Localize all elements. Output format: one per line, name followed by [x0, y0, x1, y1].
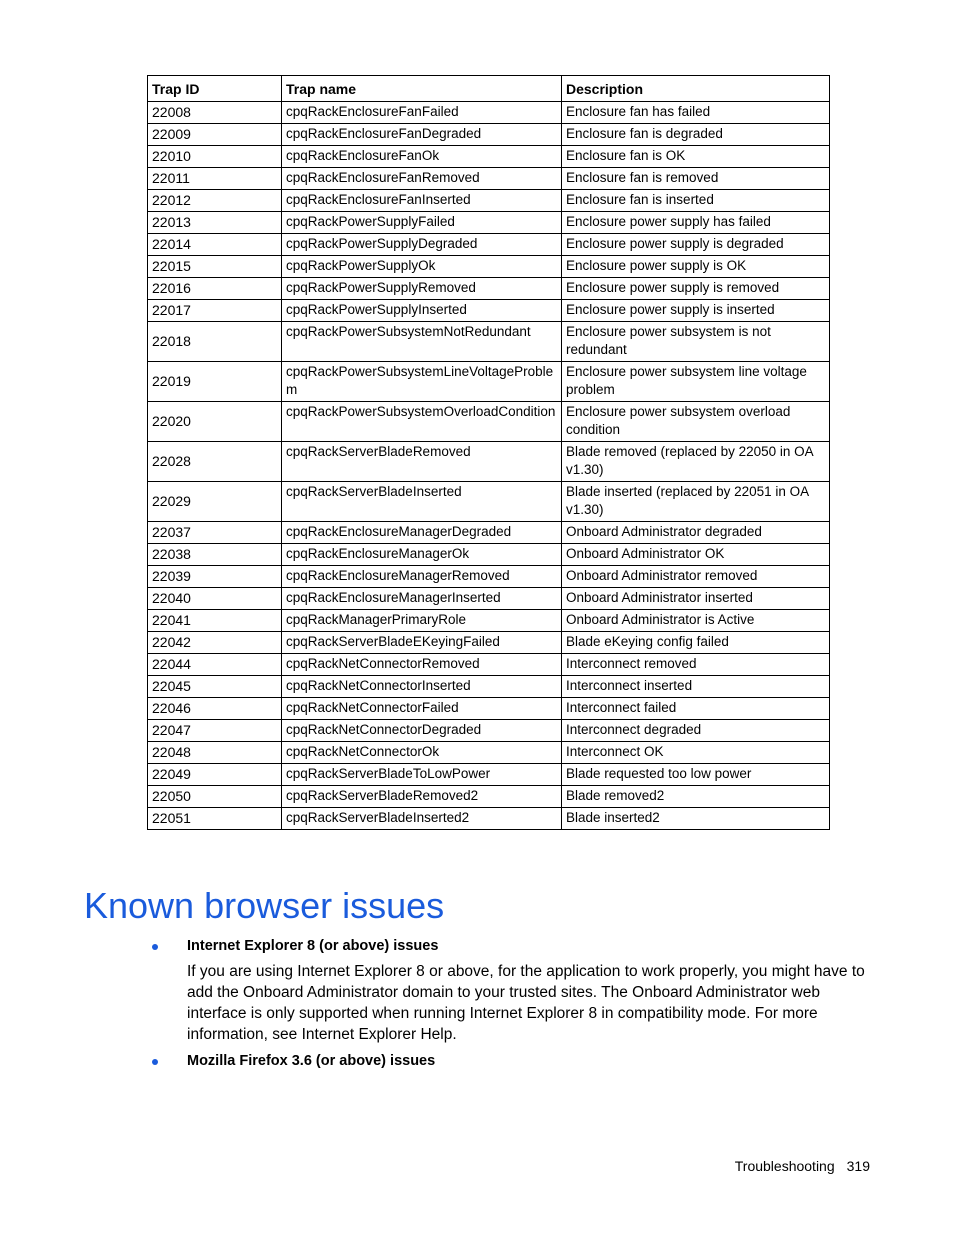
trap-id-cell: 22014: [148, 234, 282, 256]
description-cell: Blade requested too low power: [562, 764, 830, 786]
trap-id-cell: 22029: [148, 482, 282, 522]
table-row: [148, 742, 830, 764]
table-body: [148, 102, 830, 830]
table-row: [148, 168, 830, 190]
description-cell: Onboard Administrator inserted: [562, 588, 830, 610]
table-row: [148, 300, 830, 322]
description-cell: Enclosure power supply is removed: [562, 278, 830, 300]
trap-name-cell: cpqRackServerBladeInserted: [282, 482, 562, 522]
trap-name-cell: cpqRackEnclosureFanDegraded: [282, 124, 562, 146]
table-row: [148, 278, 830, 300]
trap-id-cell: 22009: [148, 124, 282, 146]
page-footer: [735, 1158, 870, 1174]
description-cell: Enclosure fan is OK: [562, 146, 830, 168]
table-row: [148, 442, 830, 482]
trap-name-cell: cpqRackPowerSubsystemLineVoltageProblem: [282, 362, 562, 402]
trap-name-cell: cpqRackNetConnectorOk: [282, 742, 562, 764]
description-cell: Enclosure fan has failed: [562, 102, 830, 124]
trap-name-cell: cpqRackEnclosureFanInserted: [282, 190, 562, 212]
table-row: [148, 610, 830, 632]
trap-id-cell: 22017: [148, 300, 282, 322]
description-cell: Onboard Administrator removed: [562, 566, 830, 588]
trap-id-cell: 22051: [148, 808, 282, 830]
trap-id-cell: 22015: [148, 256, 282, 278]
description-cell: Enclosure power subsystem overload condition: [562, 402, 830, 442]
table-row: [148, 654, 830, 676]
description-cell: Enclosure fan is inserted: [562, 190, 830, 212]
trap-id-cell: 22010: [148, 146, 282, 168]
trap-id-cell: 22028: [148, 442, 282, 482]
table-row: [148, 698, 830, 720]
trap-id-cell: 22040: [148, 588, 282, 610]
table-row: [148, 146, 830, 168]
description-cell: Enclosure power supply is OK: [562, 256, 830, 278]
trap-name-cell: cpqRackEnclosureManagerDegraded: [282, 522, 562, 544]
description-cell: Enclosure power supply is inserted: [562, 300, 830, 322]
description-cell: Blade eKeying config failed: [562, 632, 830, 654]
trap-id-cell: 22011: [148, 168, 282, 190]
trap-id-cell: 22019: [148, 362, 282, 402]
bullet-icon: [152, 1059, 158, 1065]
table-row: [148, 720, 830, 742]
footer-chapter: Troubleshooting: [734, 1158, 835, 1174]
table-row: [148, 588, 830, 610]
description-cell: Interconnect OK: [562, 742, 830, 764]
browser-issues-list: [150, 936, 875, 1072]
description-cell: Interconnect degraded: [562, 720, 830, 742]
trap-id-cell: 22049: [148, 764, 282, 786]
trap-name-cell: cpqRackServerBladeRemoved: [282, 442, 562, 482]
table-row: [148, 190, 830, 212]
table-row: [148, 764, 830, 786]
trap-name-cell: cpqRackServerBladeInserted2: [282, 808, 562, 830]
trap-name-cell: cpqRackEnclosureFanRemoved: [282, 168, 562, 190]
trap-name-cell: cpqRackPowerSupplyRemoved: [282, 278, 562, 300]
table-row: [148, 102, 830, 124]
trap-id-cell: 22048: [148, 742, 282, 764]
list-item-text: If you are using Internet Explorer 8 or above, for the application to work properly, you might have to add the Onboard Administrator domain to your trusted sites. The Onboard Administrator web interface is only supported when running Internet Explorer 8 in compatibility mode. For more information, see Internet Explorer Help.: [187, 963, 865, 1043]
description-cell: Blade inserted2: [562, 808, 830, 830]
header-trap-name: Trap name: [282, 76, 562, 102]
trap-id-cell: 22038: [148, 544, 282, 566]
description-cell: Enclosure power subsystem is not redundant: [562, 322, 830, 362]
trap-id-cell: 22020: [148, 402, 282, 442]
trap-name-cell: cpqRackPowerSubsystemOverloadCondition: [282, 402, 562, 442]
table-row: [148, 124, 830, 146]
trap-id-cell: 22016: [148, 278, 282, 300]
trap-name-cell: cpqRackPowerSupplyFailed: [282, 212, 562, 234]
trap-name-cell: cpqRackServerBladeRemoved2: [282, 786, 562, 808]
trap-id-cell: 22013: [148, 212, 282, 234]
page-number: 319: [846, 1158, 870, 1174]
table-row: [148, 544, 830, 566]
trap-name-cell: cpqRackServerBladeEKeyingFailed: [282, 632, 562, 654]
table-row: [148, 676, 830, 698]
trap-id-cell: 22012: [148, 190, 282, 212]
description-cell: Blade removed (replaced by 22050 in OA v1.30): [562, 442, 830, 482]
trap-id-cell: 22045: [148, 676, 282, 698]
trap-name-cell: cpqRackNetConnectorRemoved: [282, 654, 562, 676]
trap-id-cell: 22046: [148, 698, 282, 720]
description-cell: Enclosure fan is degraded: [562, 124, 830, 146]
description-cell: Interconnect inserted: [562, 676, 830, 698]
table-row: [148, 808, 830, 830]
table-row: [148, 402, 830, 442]
description-cell: Enclosure power supply is degraded: [562, 234, 830, 256]
trap-id-cell: 22047: [148, 720, 282, 742]
description-cell: Enclosure fan is removed: [562, 168, 830, 190]
trap-id-cell: 22050: [148, 786, 282, 808]
trap-id-cell: 22044: [148, 654, 282, 676]
table-row: [148, 322, 830, 362]
trap-table: [147, 75, 830, 830]
description-cell: Blade inserted (replaced by 22051 in OA v1.30): [562, 482, 830, 522]
table-row: [148, 212, 830, 234]
trap-name-cell: cpqRackServerBladeToLowPower: [282, 764, 562, 786]
trap-name-cell: cpqRackPowerSupplyInserted: [282, 300, 562, 322]
trap-name-cell: cpqRackEnclosureFanFailed: [282, 102, 562, 124]
description-cell: Onboard Administrator is Active: [562, 610, 830, 632]
trap-name-cell: cpqRackNetConnectorInserted: [282, 676, 562, 698]
description-cell: Interconnect removed: [562, 654, 830, 676]
list-item-heading: Mozilla Firefox 3.6 (or above) issues: [187, 1053, 436, 1069]
description-cell: Blade removed2: [562, 786, 830, 808]
trap-name-cell: cpqRackPowerSupplyDegraded: [282, 234, 562, 256]
table-row: [148, 522, 830, 544]
list-item-ie: [150, 936, 875, 1045]
trap-name-cell: cpqRackPowerSubsystemNotRedundant: [282, 322, 562, 362]
trap-id-cell: 22039: [148, 566, 282, 588]
trap-name-cell: cpqRackEnclosureFanOk: [282, 146, 562, 168]
table-row: [148, 566, 830, 588]
table-row: [148, 632, 830, 654]
table-row: [148, 482, 830, 522]
header-trap-id: Trap ID: [148, 76, 282, 102]
description-cell: Enclosure power subsystem line voltage problem: [562, 362, 830, 402]
trap-name-cell: cpqRackEnclosureManagerRemoved: [282, 566, 562, 588]
trap-id-cell: 22018: [148, 322, 282, 362]
trap-id-cell: 22008: [148, 102, 282, 124]
description-cell: Interconnect failed: [562, 698, 830, 720]
bullet-icon: [152, 944, 158, 950]
header-description: Description: [562, 76, 830, 102]
table-row: [148, 234, 830, 256]
trap-name-cell: cpqRackEnclosureManagerOk: [282, 544, 562, 566]
trap-name-cell: cpqRackNetConnectorDegraded: [282, 720, 562, 742]
trap-name-cell: cpqRackManagerPrimaryRole: [282, 610, 562, 632]
trap-name-cell: cpqRackPowerSupplyOk: [282, 256, 562, 278]
description-cell: Enclosure power supply has failed: [562, 212, 830, 234]
trap-id-cell: 22037: [148, 522, 282, 544]
table-row: [148, 256, 830, 278]
trap-name-cell: cpqRackNetConnectorFailed: [282, 698, 562, 720]
trap-id-cell: 22042: [148, 632, 282, 654]
trap-name-cell: cpqRackEnclosureManagerInserted: [282, 588, 562, 610]
table-header-row: [148, 76, 830, 102]
trap-id-cell: 22041: [148, 610, 282, 632]
description-cell: Onboard Administrator OK: [562, 544, 830, 566]
table-row: [148, 786, 830, 808]
list-item-firefox: [150, 1051, 875, 1072]
table-row: [148, 362, 830, 402]
description-cell: Onboard Administrator degraded: [562, 522, 830, 544]
section-title: Known browser issues: [84, 885, 445, 926]
list-item-heading: Internet Explorer 8 (or above) issues: [187, 938, 439, 954]
